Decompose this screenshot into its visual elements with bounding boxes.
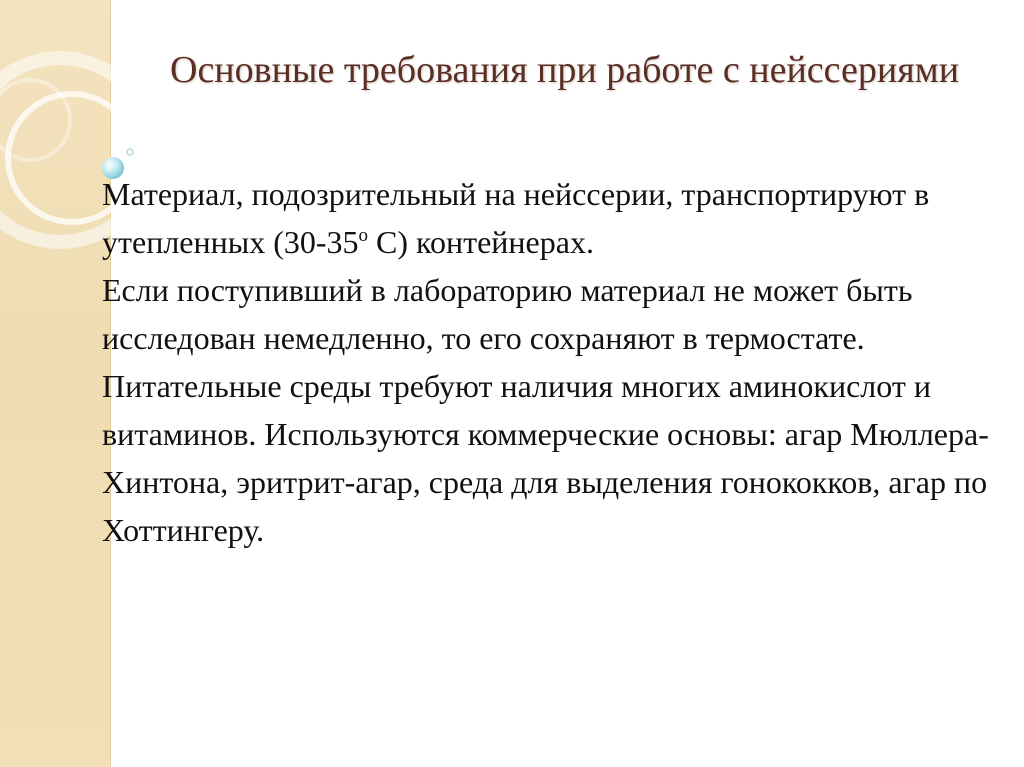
slide-body <box>102 170 1002 554</box>
paragraph-transport-text-start: Материал, подозрительный на нейссерии, транспортируют в утепленных (30-35 <box>102 176 930 260</box>
degree-superscript: о <box>358 225 369 246</box>
slide-title: Основные требования при работе с нейссериями <box>170 49 960 91</box>
paragraph-transport <box>102 170 1002 266</box>
paragraph-storage: Если поступивший в лабораторию материал не может быть исследован немедленно, то его сохраняют в термостате. <box>102 272 913 356</box>
paragraph-transport-text-end: С) контейнерах. <box>368 224 594 260</box>
decorative-dot-small <box>127 149 133 155</box>
paragraph-media: Питательные среды требуют наличия многих аминокислот и витаминов. Используются коммерческие основы: агар Мюллера-Хинтона, эритрит-агар, среда для выделения гонококков, агар по Хоттингеру. <box>102 368 989 548</box>
